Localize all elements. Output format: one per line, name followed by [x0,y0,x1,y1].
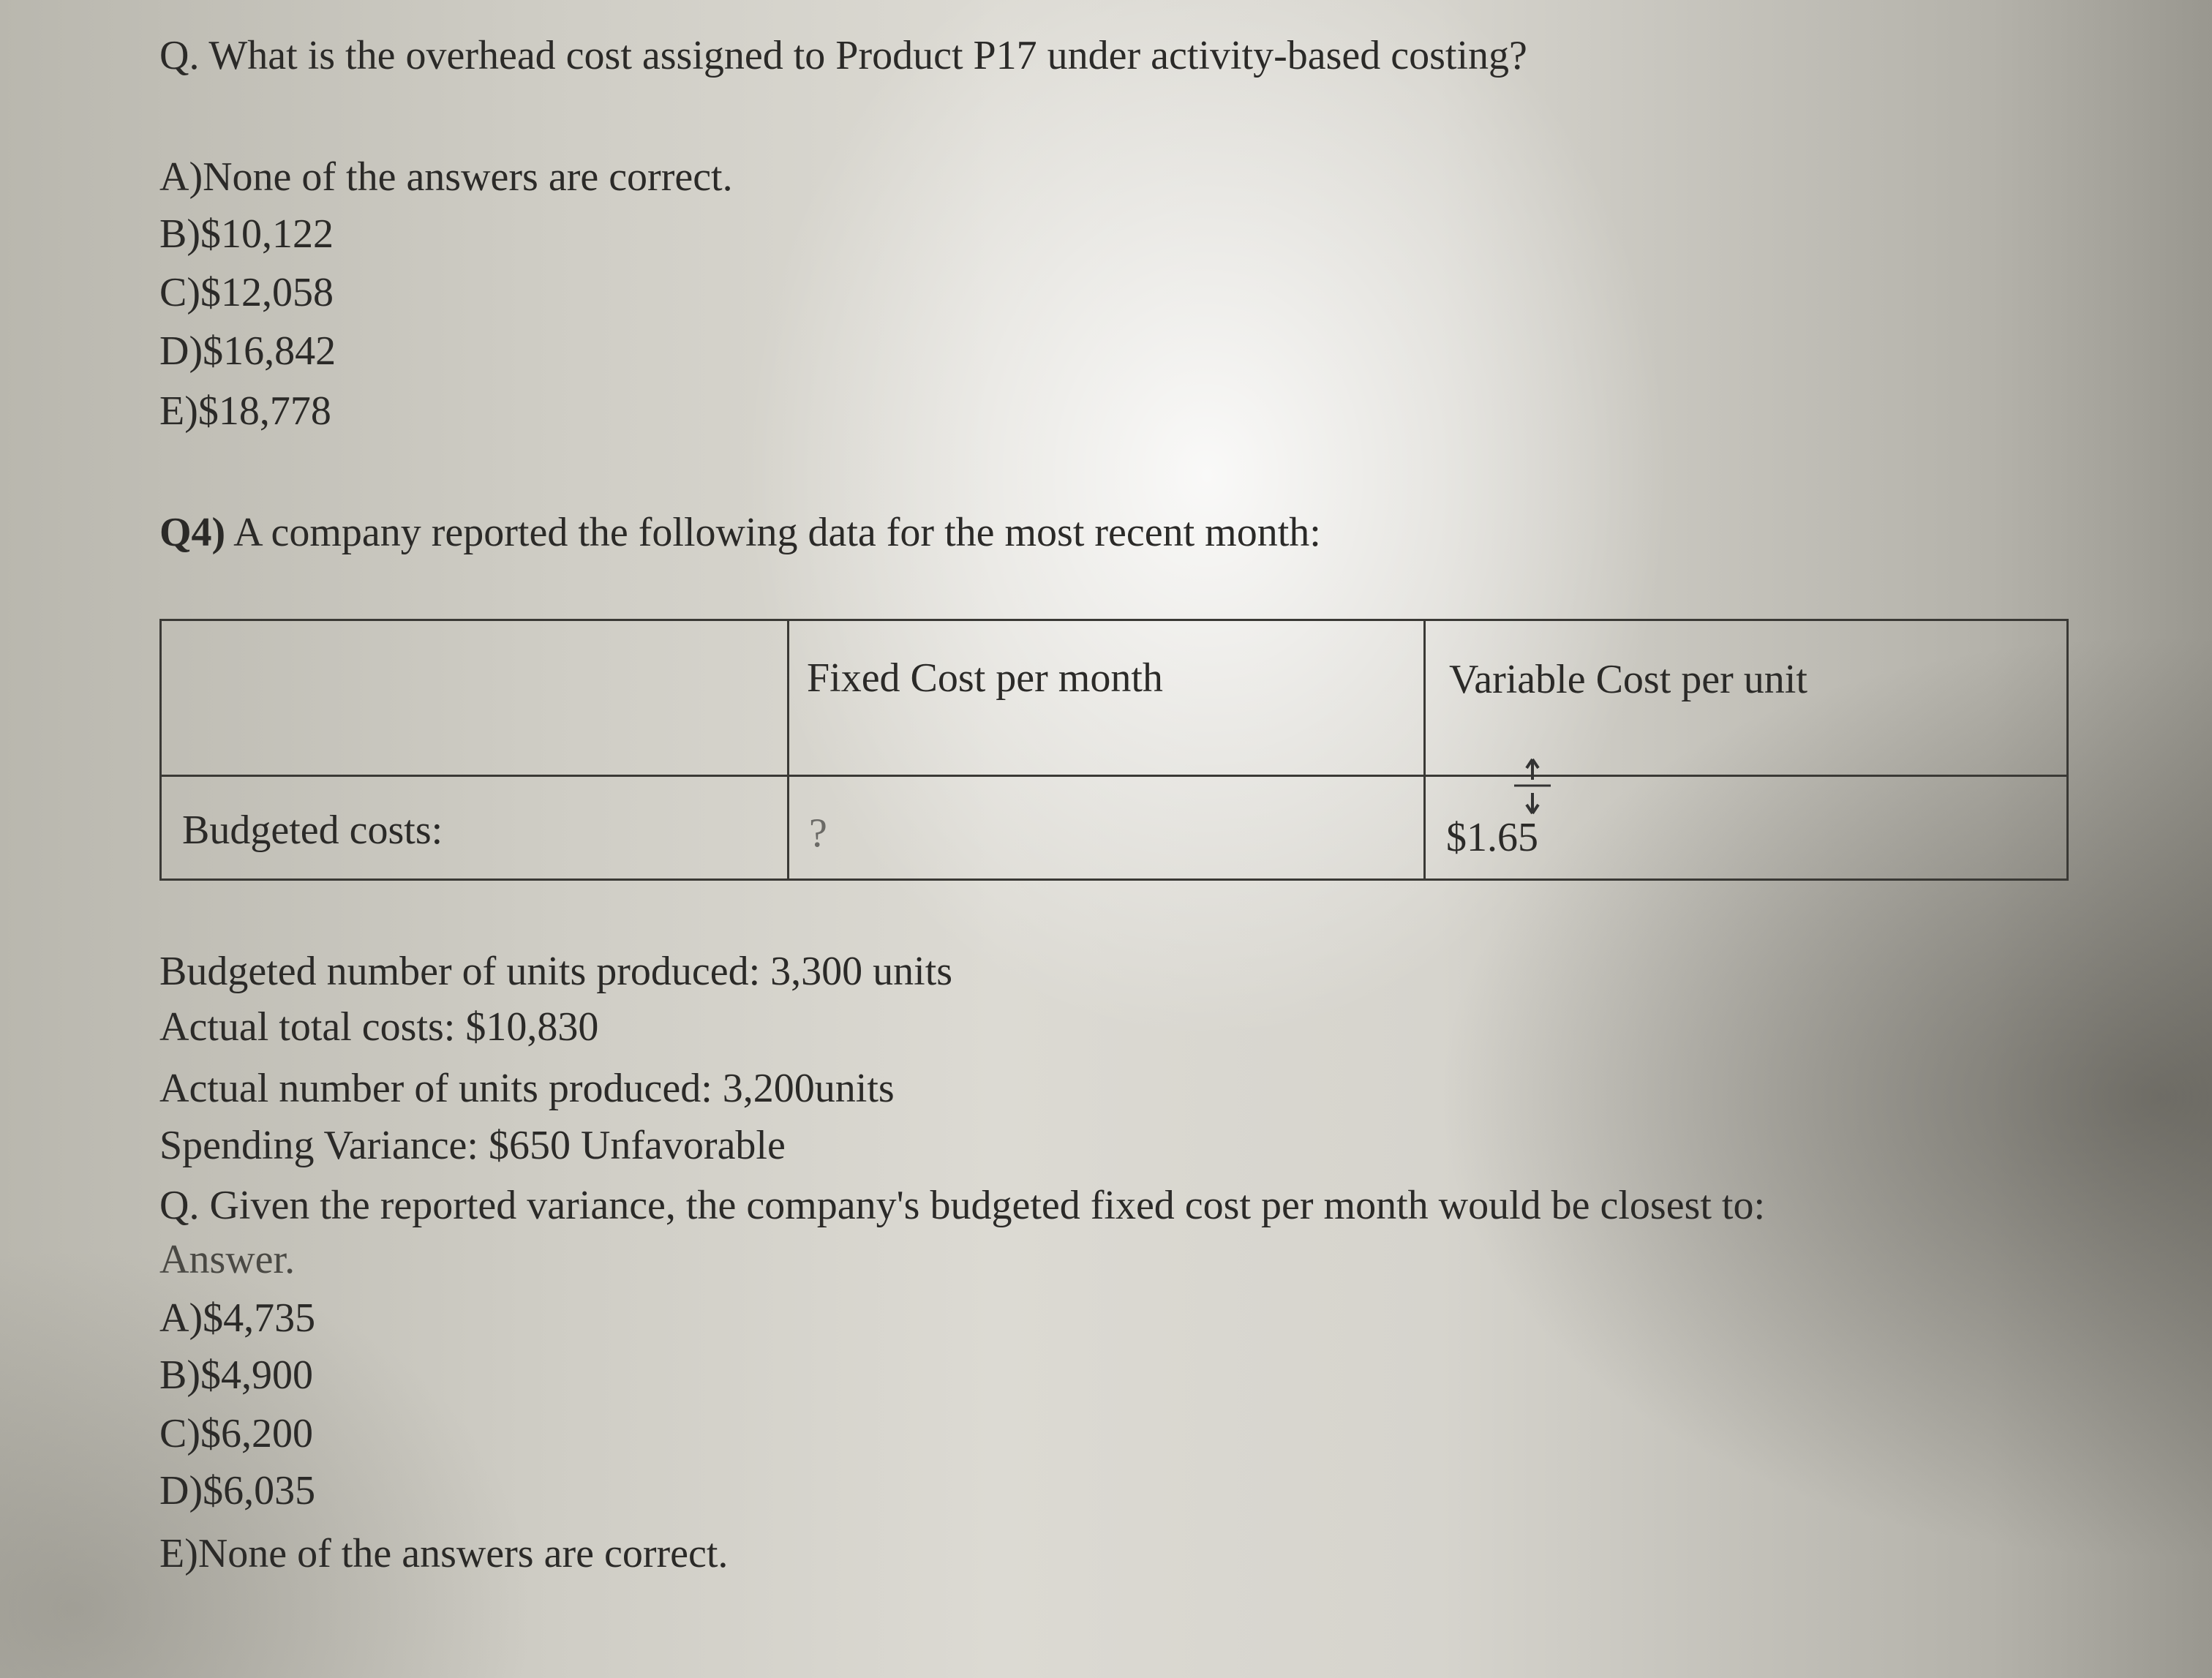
answer-label: Answer. [159,1237,296,1282]
table-divider [1423,621,1426,878]
q3-option-e: E)$18,778 [159,388,331,434]
q3-option-b: B)$10,122 [159,211,334,257]
table-header-fixed-cost: Fixed Cost per month [807,655,1163,701]
table-cell-fixed-value: ? [809,810,827,856]
table-divider [162,775,2066,777]
q4-intro-text: A company reported the following data for the most recent month: [225,510,1321,555]
fact-budgeted-units: Budgeted number of units produced: 3,300 units [159,949,953,994]
table-header-variable-cost: Variable Cost per unit [1449,657,1807,702]
fact-actual-units: Actual number of units produced: 3,200units [159,1066,895,1111]
q3-option-d: D)$16,842 [159,328,336,374]
fact-actual-total-costs: Actual total costs: $10,830 [159,1004,599,1050]
table-divider [787,621,789,878]
cost-table [159,619,2069,881]
fact-spending-variance: Spending Variance: $650 Unfavorable [159,1123,786,1168]
table-cell-variable-value: $1.65 [1446,815,1538,860]
q4-option-b: B)$4,900 [159,1352,313,1398]
q4-label: Q4) [159,510,226,555]
q4-question: Q. Given the reported variance, the company's budgeted fixed cost per month would be closest to: [159,1183,1766,1228]
q3-option-a: A)None of the answers are correct. [159,154,733,200]
q4-option-a: A)$4,735 [159,1295,316,1341]
q4-option-e: E)None of the answers are correct. [159,1531,729,1576]
q4-intro [159,512,1321,553]
q4-option-c: C)$6,200 [159,1411,313,1456]
q4-option-d: D)$6,035 [159,1468,316,1513]
q3-option-c: C)$12,058 [159,270,334,315]
resize-arrows-icon [1507,753,1558,819]
q3-question: Q. What is the overhead cost assigned to Product P17 under activity-based costing? [159,33,1527,78]
table-cell-budgeted-costs: Budgeted costs: [182,808,443,853]
